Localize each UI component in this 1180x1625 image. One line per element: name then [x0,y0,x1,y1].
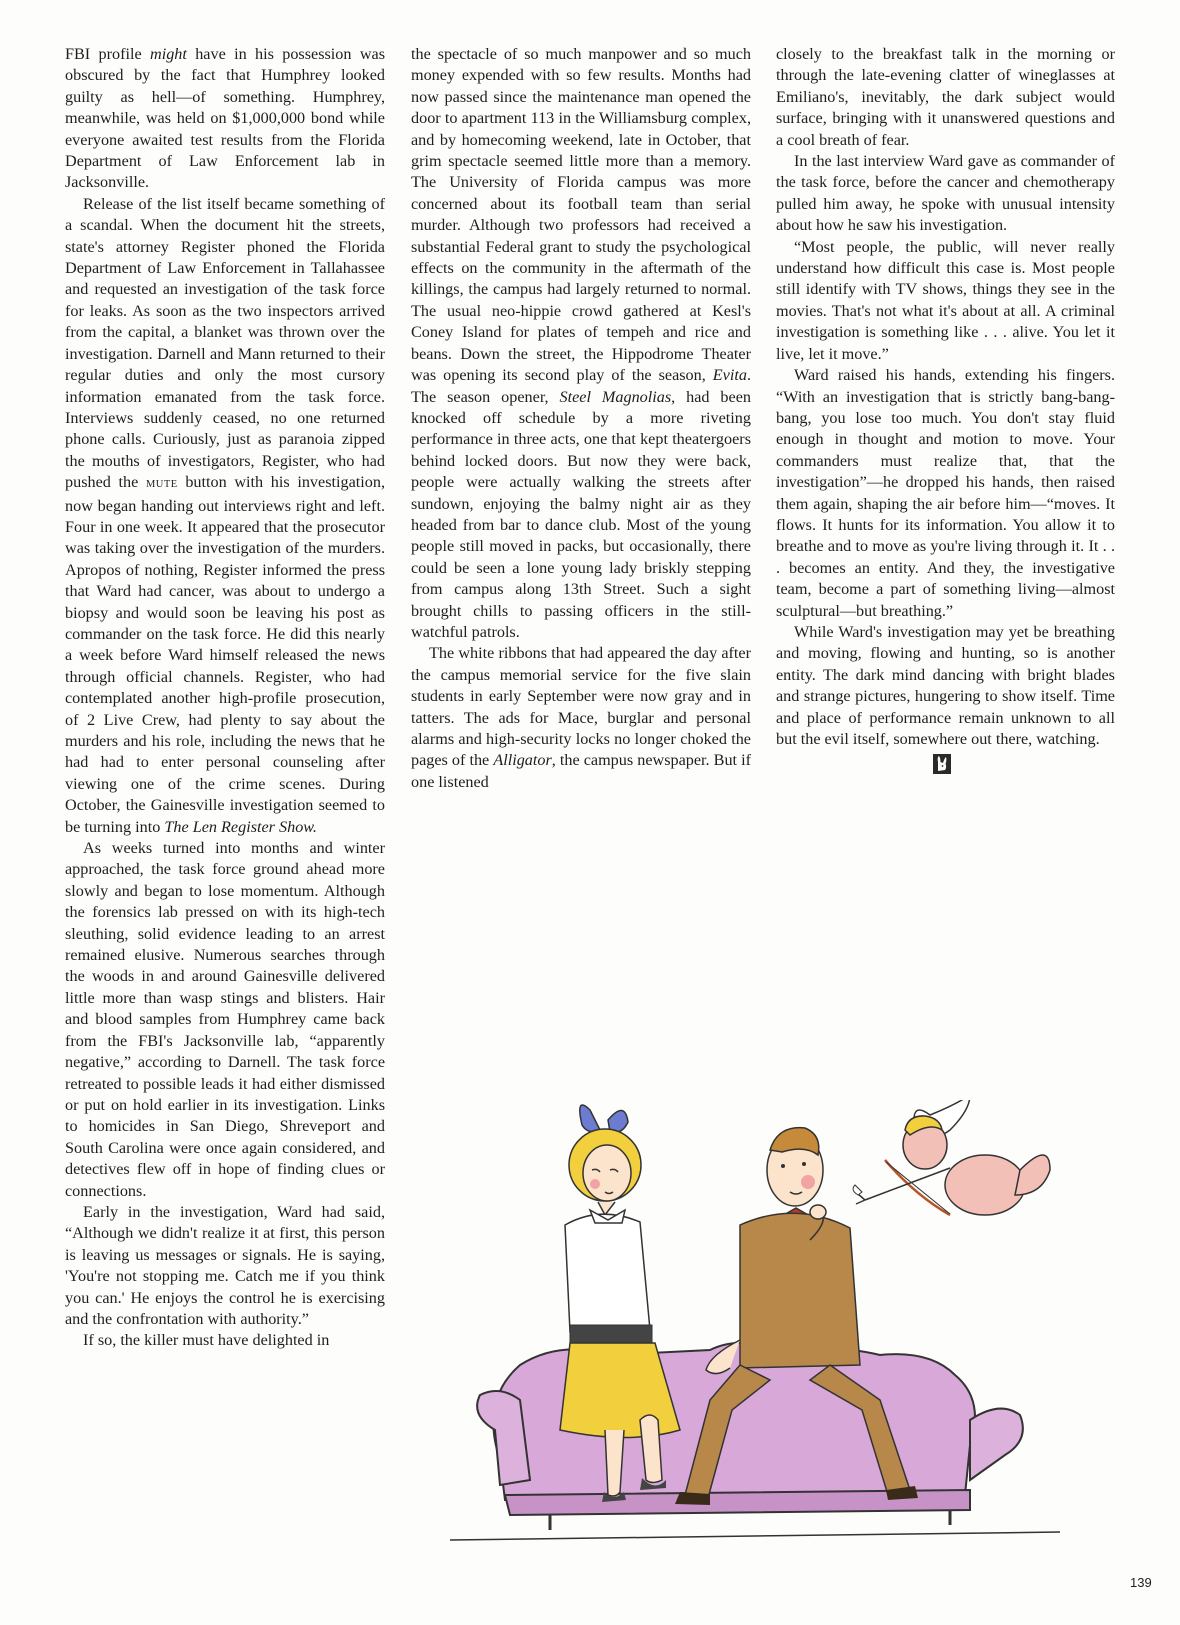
paragraph: closely to the breakfast talk in the morning or through the late-evening clatter of wineglasses at Emiliano's, inevitably, the dark subject would surface, bringing with it unanswered questions and a cool breath of fear. [776,45,1115,149]
cupid-figure [853,1100,1050,1215]
paragraph: Early in the investigation, Ward had said, “Although we didn't realize it at first, this person is leaving us messages or signals. He is saying, 'You're not stopping me. Catch me if you think you can.' He enjoys the control he is exercising and the confrontation with authority.” [65,1202,385,1328]
article-column-3 [776,44,1115,774]
article-column-1 [65,44,385,1352]
rabbit-head-endmark-icon [933,754,951,774]
paragraph: “Most people, the public, will never really understand how difficult this case is. Most people still identify with TV shows, things they see in the movies. That's not what it's about at all. A criminal investigation is something like . . . alive. You let it live, let it move.” [776,237,1115,363]
paragraph: Ward raised his hands, extending his fingers. “With an investigation that is strictly bang-bang-bang, you lose too much. You don't stay fluid enough in thought and motion to move. Your commanders must realize that, that the investigation”—he dropped his hands, then raised them again, shaping the air before him—“moves. It flows. It hunts for its information. You allow it to breathe and to move as you're living through it. It . . . becomes an entity. And they, the investigative team, become a part of something living—almost sculptural—but breathing.” [776,366,1115,620]
cartoon-illustration [410,1100,1110,1580]
page-number: 139 [1130,1575,1152,1590]
paragraph: In the last interview Ward gave as commander of the task force, before the cancer and chemotherapy pulled him away, he spoke with unusual intensity about how he saw his investigation. [776,152,1115,235]
paragraph: FBI profile might have in his possession was obscured by the fact that Humphrey looked guilty as hell—of something. Humphrey, meanwhile, was held on $1,000,000 bond while everyone awaited test results from the Florida Department of Law Enforcement lab in Jacksonville. [65,45,385,192]
paragraph: the spectacle of so much manpower and so much money expended with so few results. Months had now passed since the maintenance man opened the door to apartment 113 in the Williamsburg complex, and by homecoming weekend, late in October, that grim spectacle seemed little more than a memory. The University of Florida campus was more concerned about its football team than serial murder. Although two professors had received a substantial Federal grant to study the psychological effects on the community in the aftermath of the killings, the campus had largely returned to normal. The usual neo-hippie crowd gathered at Kesl's Coney Island for plates of tempeh and rice and beans. Down the street, the Hippodrome Theater was opening its second play of the season, Evita. The season opener, Steel Magnolias, had been knocked off schedule by a more riveting performance in three acts, one that kept theatergoers behind locked doors. But now they were back, people were actually walking the streets after sundown, enjoying the balmy night air as they headed from bar to dance club. Most of the young people still moved in packs, but occasionally, there could be seen a lone young lady briskly stepping from campus along 13th Street. Such a sight brought chills to passing officers in the still-watchful patrols. [411,45,751,641]
article-column-2 [411,44,751,793]
paragraph: The white ribbons that had appeared the day after the campus memorial service for the five slain students in early September were now gray and in tatters. The ads for Mace, burglar and personal alarms and high-security locks no longer choked the pages of the Alligator, the campus newspaper. But if one listened [411,644,751,791]
paragraph: Release of the list itself became something of a scandal. When the document hit the streets, state's attorney Register phoned the Florida Department of Law Enforcement in Tallahassee and requested an investigation of the task force for leaks. As soon as the two inspectors arrived from the capital, a blanket was thrown over the investigation. Darnell and Mann returned to their regular duties and only the most cursory information emanated from the task force. Interviews suddenly ceased, no one returned phone calls. Curiously, just as paranoia zipped the mouths of investigators, Register, who had pushed the MUTE button with his investigation, now began handing out interviews right and left. Four in one week. It appeared that the prosecutor was taking over the investigation of the murders. Apropos of nothing, Register informed the press that Ward had cancer, was about to undergo a biopsy and would soon be leaving his post as commander on the task force. He did this nearly a week before Ward himself released the news through official channels. Register, who had contemplated another high-profile prosecution, of 2 Live Crew, had plenty to say about the murders and his role, including the news that he had had to enter personal counseling after viewing one of the crime scenes. During October, the Gainesville investigation seemed to be turning into The Len Register Show. [65,194,385,836]
paragraph: As weeks turned into months and winter approached, the task force ground ahead more slowly and began to lose momentum. Although the forensics lab pressed on with its high-tech sleuthing, solid evidence leading to an arrest remained elusive. Numerous searches through the woods in and around Gainesville delivered little more than wasp stings and blisters. Hair and blood samples from Humphrey came back from the FBI's Jacksonville lab, “apparently negative,” according to Darnell. The task force retreated to possible leads it had either dismissed or put on hold earlier in its investigation. Links to homicides in San Diego, Shreveport and South Carolina were once again considered, and detectives flew off in hope of finding clues or connections. [65,839,385,1200]
paragraph: If so, the killer must have delighted in [83,1331,330,1350]
paragraph: While Ward's investigation may yet be breathing and moving, flowing and hunting, so is another entity. The dark mind dancing with bright blades and strange pictures, hungering to show itself. Time and place of performance remain unknown to all but the evil itself, somewhere out there, watching. [776,622,1115,748]
